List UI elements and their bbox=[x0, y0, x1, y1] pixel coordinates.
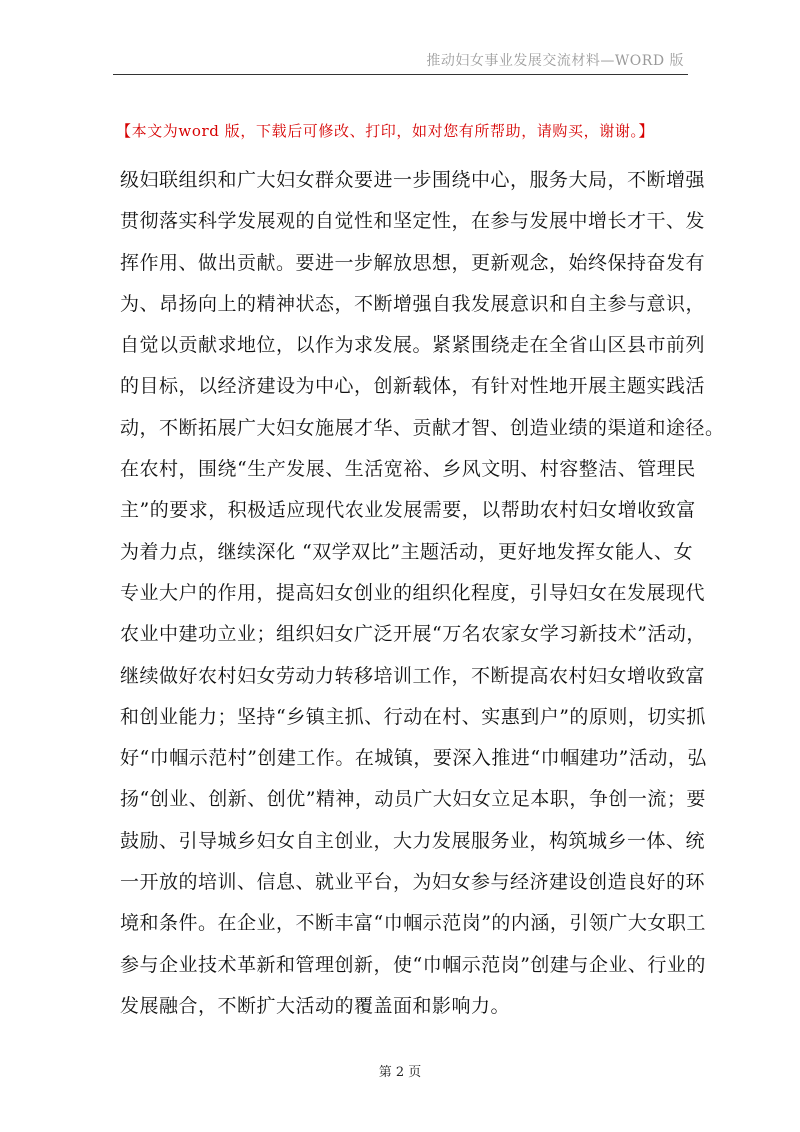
body-line: 扬“创业、创新、创优”精神，动员广大妇女立足本职，争创一流；要 bbox=[120, 788, 706, 811]
body-line: 的目标，以经济建设为中心，创新载体，有针对性地开展主题实践活 bbox=[120, 375, 706, 398]
header-title: 推动妇女事业发展交流材料—WORD 版 bbox=[426, 53, 684, 69]
body-line: 专业大户的作用，提高妇女创业的组织化程度，引导妇女在发展现代 bbox=[120, 581, 706, 604]
purchase-notice: 【本文为word 版，下载后可修改、打印，如对您有所帮助，请购买，谢谢。】 bbox=[116, 122, 655, 140]
body-line: 农业中建功立业；组织妇女广泛开展“万名农家女学习新技术”活动， bbox=[120, 623, 706, 646]
body-line: 为着力点，继续深化 “双学双比”主题活动，更好地发挥女能人、女 bbox=[120, 540, 693, 563]
body-line: 境和条件。在企业，不断丰富“巾帼示范岗”的内涵，引领广大女职工 bbox=[120, 912, 706, 935]
body-line: 和创业能力；坚持“乡镇主抓、行动在村、实惠到户”的原则，切实抓 bbox=[120, 705, 706, 728]
body-line: 动，不断拓展广大妇女施展才华、贡献才智、创造业绩的渠道和途径。 bbox=[120, 416, 725, 439]
body-line: 级妇联组织和广大妇女群众要进一步围绕中心，服务大局，不断增强 bbox=[120, 169, 706, 191]
body-line: 一开放的培训、信息、就业平台，为妇女参与经济建设创造良好的环 bbox=[120, 871, 706, 894]
body-line: 发展融合，不断扩大活动的覆盖面和影响力。 bbox=[120, 994, 511, 1017]
body-line: 在农村，围绕“生产发展、生活宽裕、乡风文明、村容整洁、管理民 bbox=[120, 458, 696, 481]
page-number: 第 2 页 bbox=[378, 1065, 422, 1080]
body-text bbox=[120, 160, 725, 1027]
body-line: 主”的要求，积极适应现代农业发展需要，以帮助农村妇女增收致富 bbox=[120, 499, 696, 522]
body-line: 继续做好农村妇女劳动力转移培训工作，不断提高农村妇女增收致富 bbox=[120, 664, 706, 687]
body-line: 鼓励、引导城乡妇女自主创业，大力发展服务业，构筑城乡一体、统 bbox=[120, 829, 706, 852]
body-line: 参与企业技术革新和管理创新，使“巾帼示范岗”创建与企业、行业的 bbox=[120, 953, 706, 976]
header-divider bbox=[113, 74, 688, 75]
body-line: 挥作用、做出贡献。要进一步解放思想，更新观念，始终保持奋发有 bbox=[120, 251, 706, 274]
body-line: 好“巾帼示范村”创建工作。在城镇，要深入推进“巾帼建功”活动，弘 bbox=[120, 747, 707, 770]
body-line: 为、昂扬向上的精神状态，不断增强自我发展意识和自主参与意识， bbox=[120, 292, 706, 315]
body-line: 自觉以贡献求地位，以作为求发展。紧紧围绕走在全省山区县市前列 bbox=[120, 334, 706, 357]
body-line: 贯彻落实科学发展观的自觉性和坚定性，在参与发展中增长才干、发 bbox=[120, 210, 706, 233]
